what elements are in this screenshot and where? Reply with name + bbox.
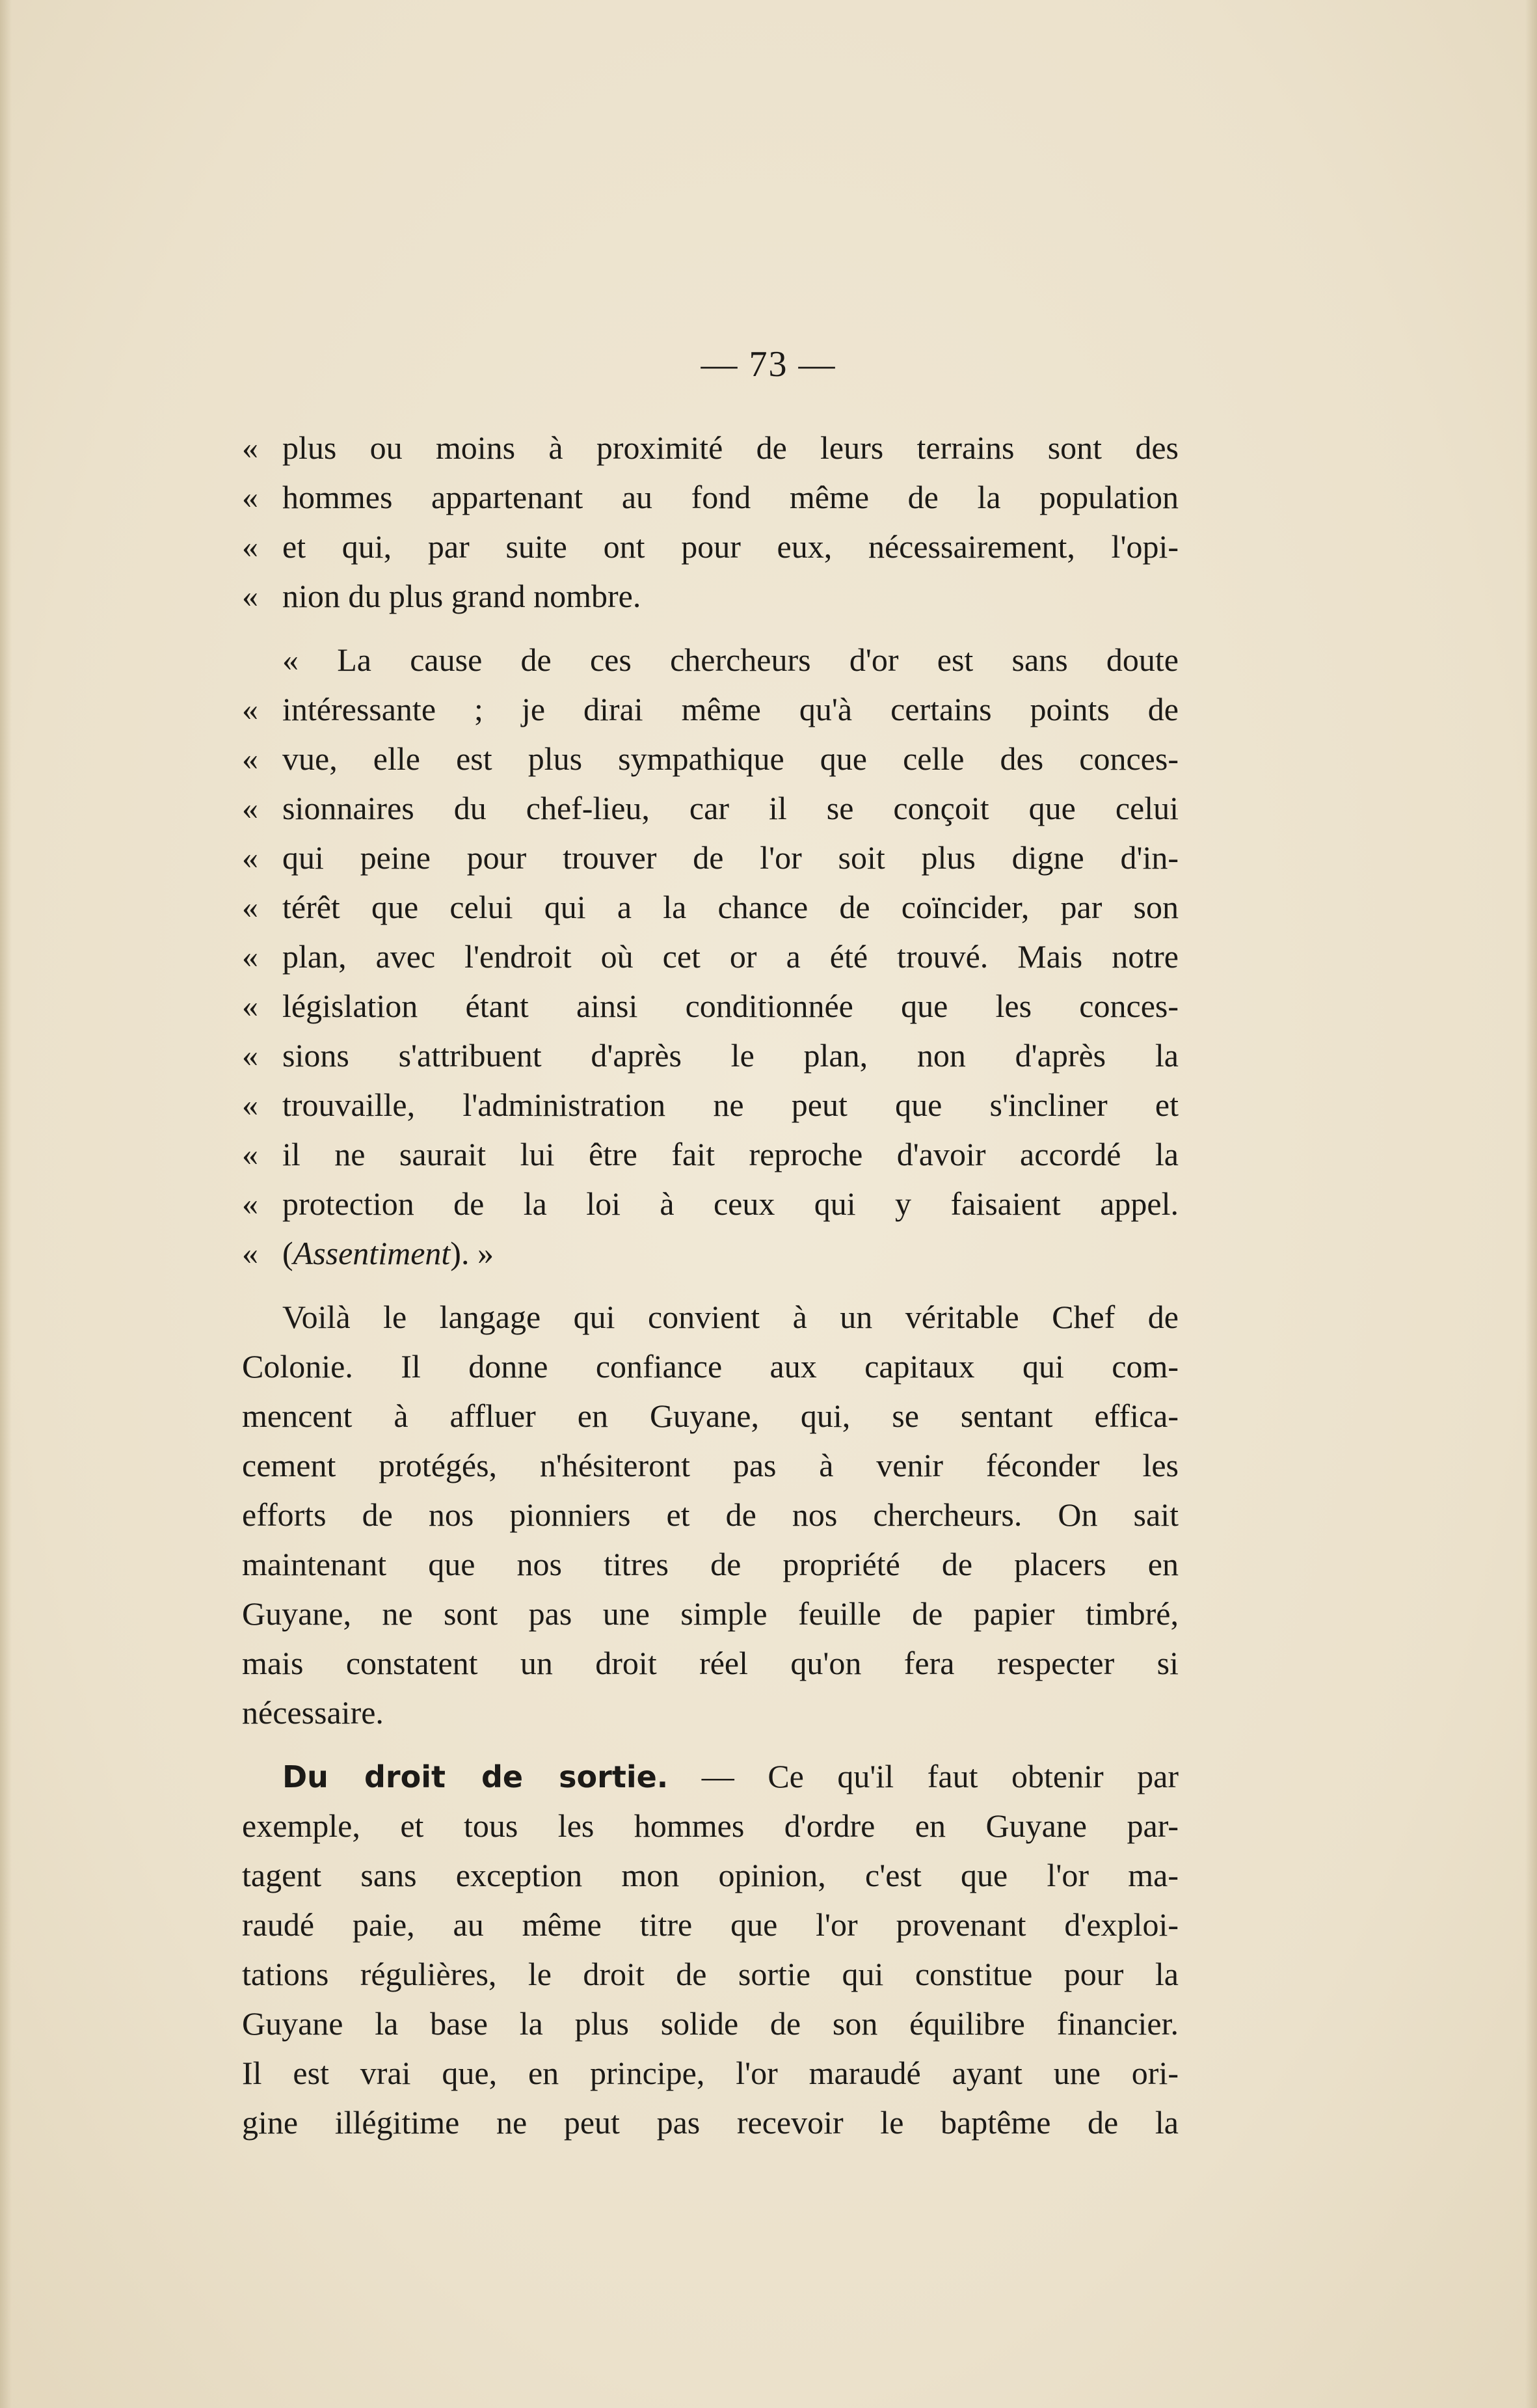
paragraph-line [242, 1638, 1179, 1688]
quote-line [242, 684, 1179, 734]
text-body [242, 423, 1179, 2147]
open-paren: ( [282, 1235, 293, 1271]
paragraph-text: mais constatent un droit réel qu'on fera respecter si [242, 1645, 1179, 1681]
guillemet: « [242, 1037, 258, 1074]
quote-text: intéressante ; je dirai même qu'à certains points de [282, 691, 1179, 727]
quote-end-text [282, 1228, 1179, 1278]
paragraph-line [242, 1490, 1179, 1539]
guillemet: « [242, 691, 258, 727]
quote-line [242, 423, 1179, 472]
paragraph-text: exemple, et tous les hommes d'ordre en Guyane par- [242, 1807, 1179, 1844]
paragraph-text: tations régulières, le droit de sortie qui constitue pour la [242, 1956, 1179, 1992]
paragraph-text: Voilà le langage qui convient à un véritable Chef de [282, 1299, 1179, 1335]
quote-line [242, 571, 1179, 621]
paragraph-text: — Ce qu'il faut obtenir par [701, 1758, 1179, 1794]
quote-text: plan, avec l'endroit où cet or a été trouvé. Mais notre [282, 938, 1179, 975]
quote-line [242, 472, 1179, 522]
paragraph-line [242, 1900, 1179, 1949]
paragraph-text: Colonie. Il donne confiance aux capitaux qui com- [242, 1348, 1179, 1385]
quote-line [242, 1080, 1179, 1130]
paragraph-line [242, 2098, 1179, 2147]
paragraph-text: cement protégés, n'hésiteront pas à venir féconder les [242, 1447, 1179, 1483]
paragraph-line [242, 1539, 1179, 1589]
quote-text: plus ou moins à proximité de leurs terrains sont des [282, 429, 1179, 466]
paragraph-text: efforts de nos pionniers et de nos chercheurs. On sait [242, 1496, 1179, 1533]
quote-line [242, 1130, 1179, 1179]
paragraph-line [242, 1999, 1179, 2048]
guillemet: « [242, 839, 258, 876]
paragraph-text: raudé paie, au même titre que l'or provenant d'exploi- [242, 1906, 1179, 1943]
guillemet: « [242, 1136, 258, 1172]
paragraph-line [242, 1292, 1179, 1342]
quote-line [242, 932, 1179, 981]
paragraph-heading-line [282, 1752, 1179, 1802]
quote-text: législation étant ainsi conditionnée que les conces- [282, 988, 1179, 1024]
paragraph-line [242, 1752, 1179, 1801]
paragraph-text: nécessaire. [242, 1694, 384, 1731]
paragraph-text: mencent à affluer en Guyane, qui, se sentant effica- [242, 1398, 1179, 1434]
guillemet: « [242, 479, 258, 515]
page-number: — 73 — [701, 344, 836, 385]
paragraph-line [242, 2048, 1179, 2098]
paragraph-line [242, 1949, 1179, 1999]
quote-text: trouvaille, l'administration ne peut que s'incliner et [282, 1087, 1179, 1123]
quote-line [242, 882, 1179, 932]
guillemet: « [242, 429, 258, 466]
guillemet: « [242, 1087, 258, 1123]
quote-text: « La cause de ces chercheurs d'or est sans doute [282, 642, 1179, 678]
paragraph-line [242, 1589, 1179, 1638]
quote-line [242, 833, 1179, 882]
guillemet: « [242, 1235, 258, 1271]
quote-text: nion du plus grand nombre. [282, 578, 641, 614]
quote-text: et qui, par suite ont pour eux, nécessairement, l'opi- [282, 528, 1179, 565]
guillemet: « [242, 1185, 258, 1222]
quote-line [242, 1179, 1179, 1228]
paragraph-line [242, 1850, 1179, 1900]
guillemet: « [242, 938, 258, 975]
quote-text: hommes appartenant au fond même de la population [282, 479, 1179, 515]
guillemet: « [242, 578, 258, 614]
paragraph-line [242, 1342, 1179, 1391]
guillemet: « [242, 889, 258, 925]
paragraph-text: Il est vrai que, en principe, l'or maraudé ayant une ori- [242, 2055, 1179, 2091]
paragraph-text: maintenant que nos titres de propriété de placers en [242, 1546, 1179, 1582]
guillemet: « [242, 740, 258, 777]
quote-text: sions s'attribuent d'après le plan, non d'après la [282, 1037, 1179, 1074]
quote-line [242, 1031, 1179, 1080]
guillemet: « [242, 528, 258, 565]
assentiment-italic: Assentiment [293, 1235, 451, 1271]
paragraph-line [242, 1441, 1179, 1490]
paragraph-text: tagent sans exception mon opinion, c'est que l'or ma- [242, 1857, 1179, 1893]
quote-text: térêt que celui qui a la chance de coïncider, par son [282, 889, 1179, 925]
quote-line [242, 981, 1179, 1031]
quote-text: sionnaires du chef-lieu, car il se conçoit que celui [282, 790, 1179, 826]
quote-line [242, 783, 1179, 833]
quote-line [242, 522, 1179, 571]
quote-text: il ne saurait lui être fait reproche d'avoir accordé la [282, 1136, 1179, 1172]
paragraph-text: Guyane la base la plus solide de son équilibre financier. [242, 2005, 1179, 2042]
guillemet: « [242, 988, 258, 1024]
paragraph-line [242, 1801, 1179, 1850]
quote-line [242, 635, 1179, 684]
paragraph-text: Guyane, ne sont pas une simple feuille de papier timbré, [242, 1595, 1179, 1632]
guillemet: « [242, 790, 258, 826]
quote-text: protection de la loi à ceux qui y faisaient appel. [282, 1185, 1179, 1222]
section-heading: Du droit de sortie. [282, 1759, 669, 1794]
quote-end-line [242, 1228, 1179, 1278]
quote-text: qui peine pour trouver de l'or soit plus digne d'in- [282, 839, 1179, 876]
paragraph-line [242, 1391, 1179, 1441]
quote-line [242, 734, 1179, 783]
paragraph-line [242, 1688, 1179, 1737]
paragraph-text: gine illégitime ne peut pas recevoir le baptême de la [242, 2104, 1179, 2141]
quote-close: ). » [450, 1235, 494, 1271]
quote-text: vue, elle est plus sympathique que celle des conces- [282, 740, 1179, 777]
